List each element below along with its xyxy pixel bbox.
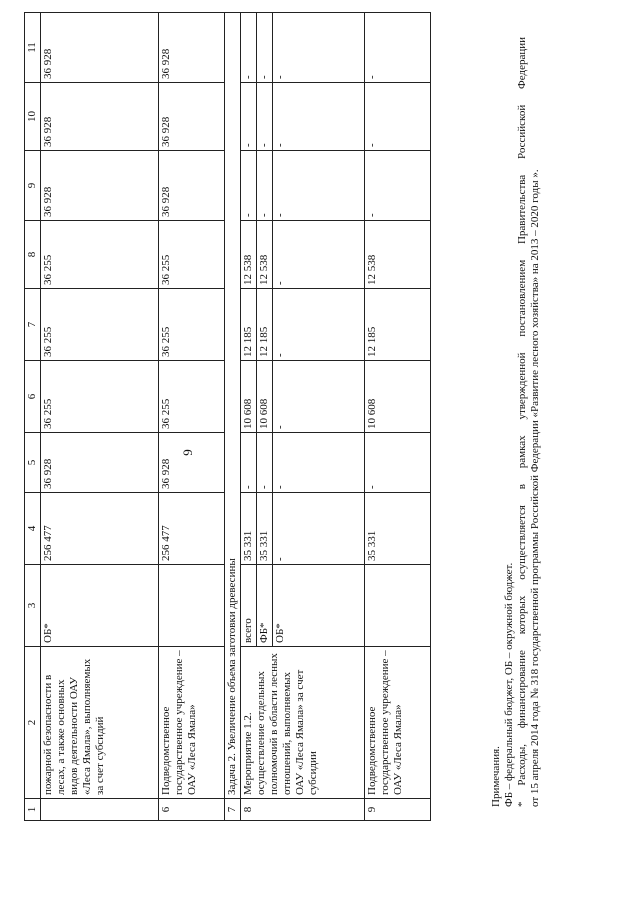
value-cell: 12 185 [365,289,431,361]
value-cell: 12 185 [241,289,257,361]
value-cell: 36 928 [159,433,225,493]
value-cell: - [241,83,257,151]
header-cell: 10 [25,83,41,151]
value-cell: - [273,83,365,151]
header-cell: 7 [25,289,41,361]
row-number: 7 [225,799,241,821]
table-row [41,13,159,821]
value-cell: - [257,13,273,83]
notes-line: от 15 апреля 2014 года № 318 государственной программы Российской Федерации «Развитие лесного хозяйства» на 2013 – 2020 годы ». [529,169,541,807]
value-cell: - [365,83,431,151]
table-row [241,13,257,821]
value-cell: - [241,151,257,221]
value-cell: 12 538 [365,221,431,289]
value-cell: - [241,433,257,493]
funding-source [365,565,431,647]
value-cell: - [241,13,257,83]
task-heading: Задача 2. Увеличение объема заготовки древесины [225,13,241,799]
value-cell: 36 928 [41,433,159,493]
value-cell: - [273,13,365,83]
value-cell: 36 928 [159,83,225,151]
header-cell: 8 [25,221,41,289]
header-cell: 2 [25,647,41,799]
value-cell: 35 331 [257,493,273,565]
value-cell: 36 255 [41,289,159,361]
funding-source: ОБ* [273,565,365,647]
value-cell: 12 538 [241,221,257,289]
value-cell: 10 608 [241,361,257,433]
value-cell: 10 608 [257,361,273,433]
value-cell: 35 331 [241,493,257,565]
value-cell: 36 928 [159,151,225,221]
value-cell: 36 255 [159,221,225,289]
value-cell: 36 928 [159,13,225,83]
row-number: 8 [241,799,365,821]
value-cell: 12 538 [257,221,273,289]
value-cell: 256 477 [159,493,225,565]
funding-source: всего [241,565,257,647]
value-cell: 36 928 [41,151,159,221]
row-description: пожарной безопасности в лесах, а также основных видов деятельности ОАУ «Леса Ямала», выполняемых за счет субсидий [41,647,159,799]
budget-table [24,12,431,821]
value-cell: - [273,151,365,221]
value-cell: 10 608 [365,361,431,433]
header-cell: 6 [25,361,41,433]
row-number [41,799,159,821]
header-cell: 5 [25,433,41,493]
value-cell: 36 255 [41,221,159,289]
notes-line: ФБ – федеральный бюджет, ОБ – окружной бюджет. [503,562,515,807]
value-cell: - [257,433,273,493]
value-cell: 36 255 [159,361,225,433]
header-row [25,13,41,821]
table-row [225,13,241,821]
value-cell: - [273,493,365,565]
value-cell: 36 255 [159,289,225,361]
value-cell: 12 185 [257,289,273,361]
notes-title: Примечания. [490,746,502,807]
value-cell: - [365,433,431,493]
funding-source: ФБ* [257,565,273,647]
header-cell: 11 [25,13,41,83]
value-cell: - [273,361,365,433]
value-cell: 36 928 [41,83,159,151]
row-description: Подведомственное государственное учреждение – ОАУ «Леса Ямала» [365,647,431,799]
row-description: Подведомственное государственное учреждение – ОАУ «Леса Ямала» [159,647,225,799]
value-cell: 36 928 [41,13,159,83]
value-cell: - [273,221,365,289]
table-row [365,13,431,821]
row-number: 9 [365,799,431,821]
header-cell: 1 [25,799,41,821]
table-row [159,13,225,821]
value-cell: - [257,83,273,151]
page-number: 9 [180,449,195,456]
funding-source: ОБ* [41,565,159,647]
header-cell: 4 [25,493,41,565]
row-description: Мероприятие 1.2. осуществление отдельных полномочий в области лесных отношений, выполняемых ОАУ «Леса Ямала» за счет субсидии [241,647,365,799]
row-number: 6 [159,799,225,821]
header-cell: 9 [25,151,41,221]
header-cell: 3 [25,565,41,647]
value-cell: 35 331 [365,493,431,565]
value-cell: - [273,289,365,361]
notes-line: * Расходы, финансирование которых осуществляется в рамках утвержденной постановлением Правительства Российской Федерации [516,37,528,807]
funding-source [159,565,225,647]
value-cell: 256 477 [41,493,159,565]
value-cell: 36 255 [41,361,159,433]
value-cell: - [257,151,273,221]
notes [490,37,542,807]
value-cell: - [365,151,431,221]
value-cell: - [365,13,431,83]
value-cell: - [273,433,365,493]
